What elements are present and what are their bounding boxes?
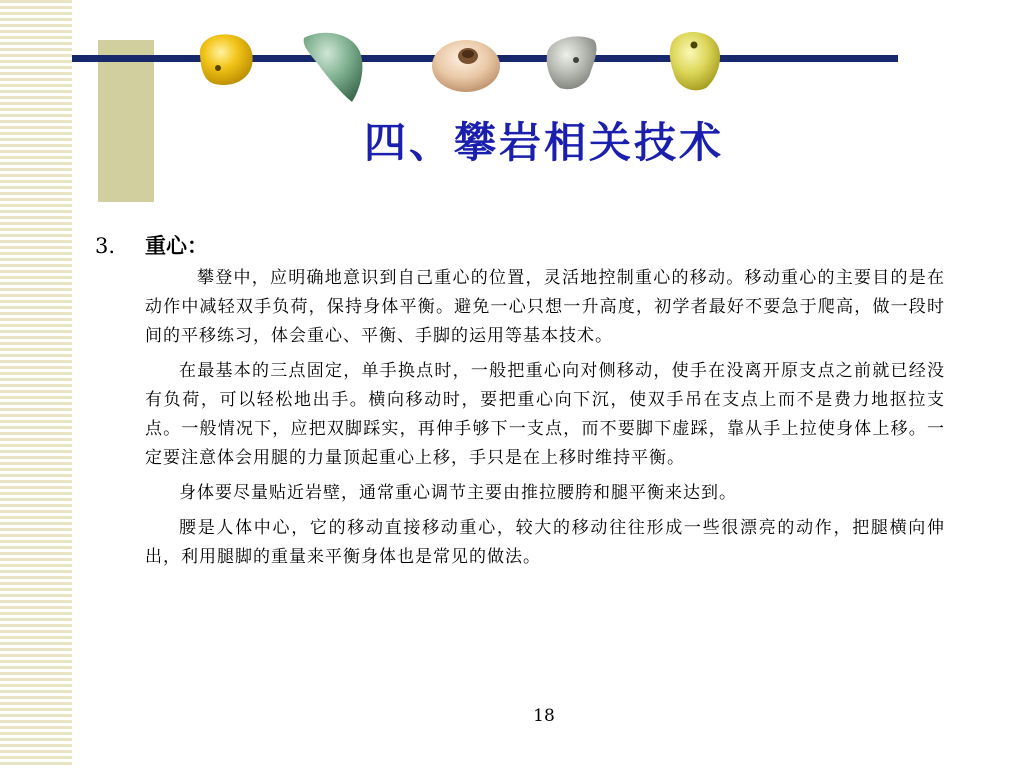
yellow-green-hold-icon: [670, 32, 720, 90]
paragraph-body-position: 身体要尽量贴近岩壁，通常重心调节主要由推拉腰胯和腿平衡来达到。: [179, 483, 737, 503]
section-heading-text: 重心：: [145, 233, 208, 258]
gray-hold-icon: [547, 36, 597, 89]
beige-hold-icon: [432, 40, 500, 92]
paragraph-intro: 攀登中，应明确地意识到自己重心的位置，灵活地控制重心的移动。移动重心的主要目的是在动作中减轻双手负荷，保持身体平衡。避免一心只想一升高度，初学者最好不要急于爬高，做一段时间的平移练习，体会重心、平衡、手脚的运用等基本技术。: [145, 268, 945, 346]
section-heading: [95, 230, 945, 260]
slide-body: [95, 230, 945, 578]
paragraph-three-point: 在最基本的三点固定，单手换点时，一般把重心向对侧移动，使手在没离开原支点之前就已经没有负荷，可以轻松地出手。横向移动时，要把重心向下沉，使双手吊在支点上而不是费力地抠拉支点。一般情况下，应把双脚踩实，再伸手够下一支点，而不要脚下虚踩，靠从手上拉使身体上移。一定要注意体会用腿的力量顶起重心上移，手只是在上移时维持平衡。: [145, 361, 945, 468]
slide-title: 四、攀岩相关技术: [363, 118, 724, 167]
paragraph-waist: 腰是人体中心，它的移动直接移动重心，较大的移动往往形成一些很漂亮的动作，把腿横向伸出，利用腿脚的重量来平衡身体也是常见的做法。: [145, 518, 945, 567]
green-hold-icon: [304, 33, 363, 102]
yellow-hold-icon: [200, 34, 253, 85]
climbing-holds-decoration: [0, 0, 1024, 120]
page-number: 18: [533, 706, 555, 726]
section-number: 3.: [95, 234, 116, 258]
